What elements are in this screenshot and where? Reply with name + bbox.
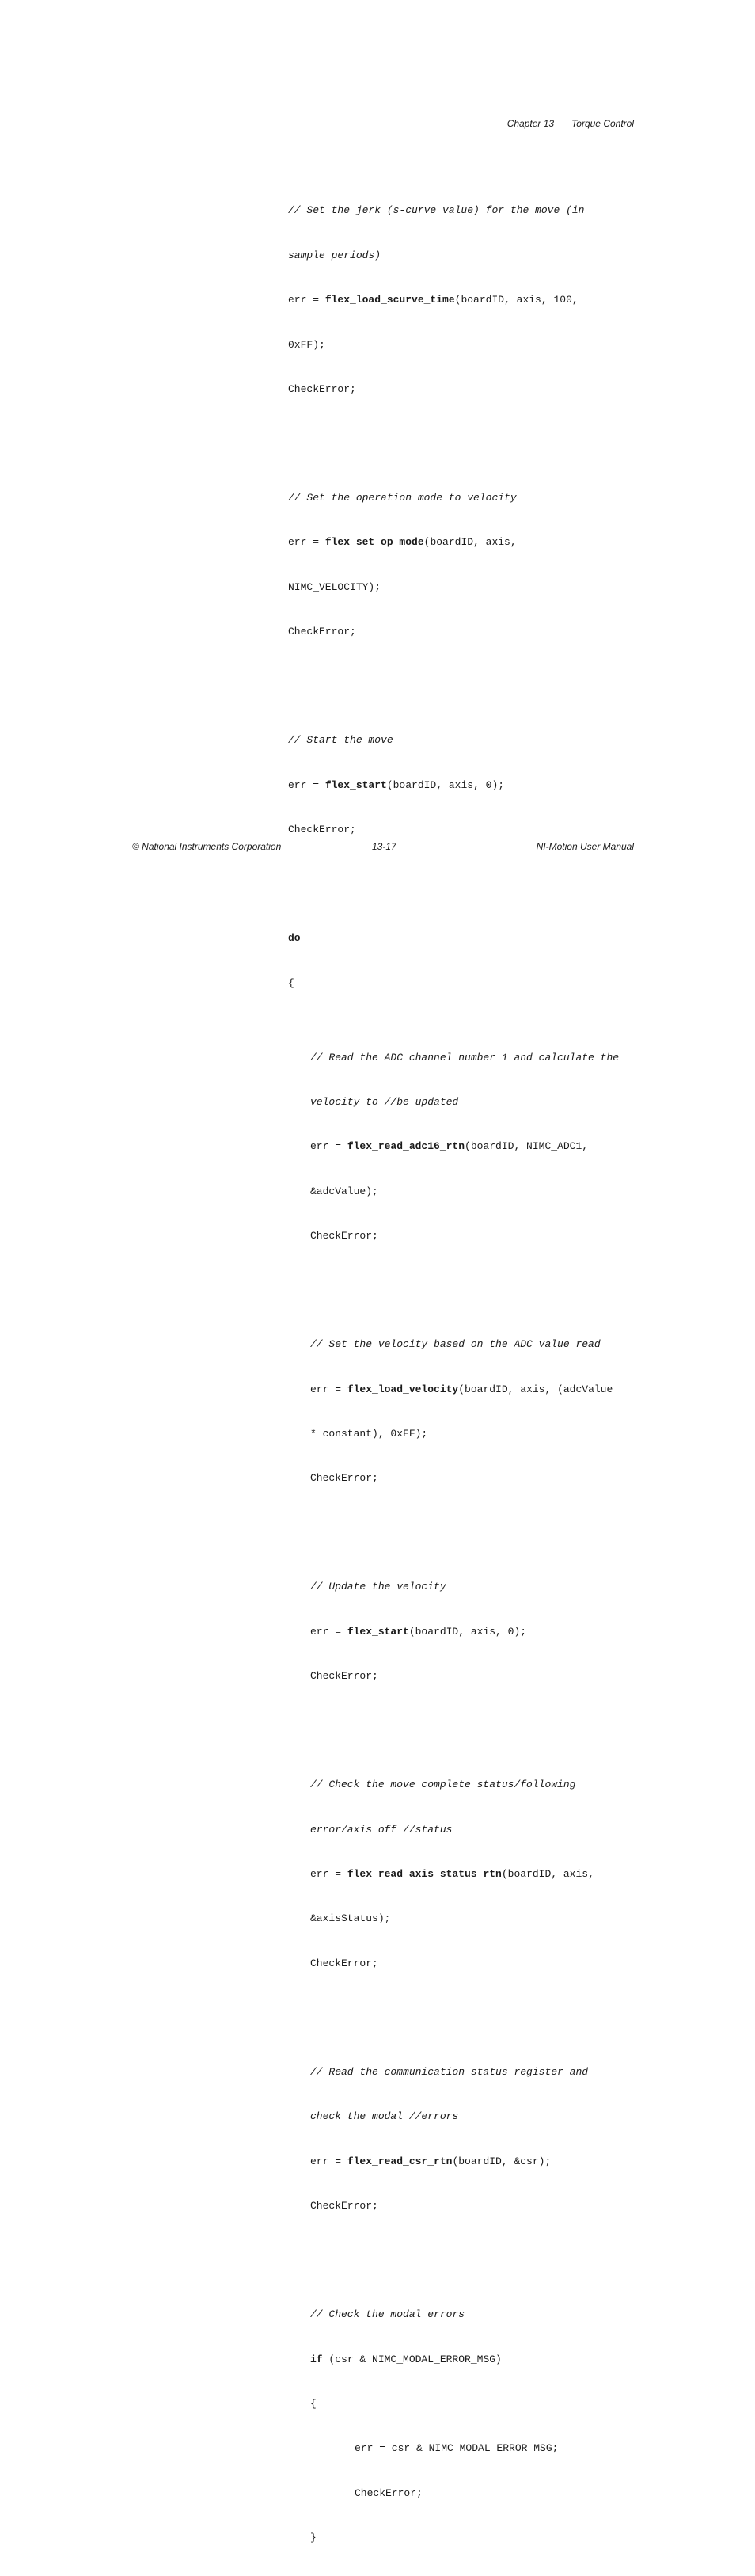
page-number: 13-17 xyxy=(372,841,396,852)
footer-manual-title: NI-Motion User Manual xyxy=(536,841,634,852)
code-line xyxy=(288,535,636,550)
code-line: CheckError; xyxy=(310,1957,378,1969)
code-text: (boardID, axis, 0); xyxy=(386,778,505,791)
code-comment: // Check the modal errors xyxy=(310,2308,465,2321)
code-comment: sample periods) xyxy=(288,249,381,261)
running-header xyxy=(507,118,634,129)
function-name: flex_load_scurve_time xyxy=(324,294,455,306)
code-listing xyxy=(288,159,636,2576)
code-text: err = xyxy=(310,1868,347,1881)
code-line xyxy=(288,778,636,793)
code-line xyxy=(288,1867,636,1882)
code-text: err = xyxy=(310,1140,347,1153)
page-footer xyxy=(132,841,634,854)
code-text: err = xyxy=(310,2155,347,2167)
code-text: err = xyxy=(288,778,325,791)
code-comment: velocity to //be updated xyxy=(310,1095,459,1108)
function-name: flex_start xyxy=(347,1625,409,1638)
code-line xyxy=(288,1383,636,1398)
code-line xyxy=(288,1140,636,1155)
if-keyword: if xyxy=(310,2353,323,2365)
do-keyword: do xyxy=(288,932,301,945)
code-line xyxy=(288,2353,636,2368)
code-text: (boardID, &csr); xyxy=(452,2155,552,2167)
code-line xyxy=(288,2155,636,2170)
code-text: (boardID, axis, xyxy=(423,536,517,549)
code-text: err = xyxy=(288,294,325,306)
code-comment: // Set the jerk (s-curve value) for the move (in xyxy=(288,204,585,217)
code-line xyxy=(288,1625,636,1640)
code-comment: error/axis off //status xyxy=(310,1823,453,1836)
function-name: flex_load_velocity xyxy=(347,1383,459,1395)
function-name: flex_read_axis_status_rtn xyxy=(347,1868,502,1881)
section-title: Torque Control xyxy=(571,118,634,129)
code-text: (boardID, axis, 100, xyxy=(454,294,579,306)
code-comment: // Read the communication status register and xyxy=(310,2065,589,2078)
code-comment: // Read the ADC channel number 1 and calculate the xyxy=(310,1051,620,1064)
code-text: (boardID, axis, xyxy=(501,1868,594,1881)
code-comment: // Set the velocity based on the ADC value read xyxy=(310,1338,601,1351)
code-line: * constant), 0xFF); xyxy=(310,1427,428,1440)
footer-copyright: © National Instruments Corporation xyxy=(132,841,282,852)
function-name: flex_read_csr_rtn xyxy=(347,2155,453,2167)
code-line: &adcValue); xyxy=(310,1185,378,1197)
code-line: CheckError; xyxy=(288,824,356,836)
function-name: flex_start xyxy=(324,778,387,791)
open-brace: { xyxy=(288,976,294,989)
code-text: (boardID, NIMC_ADC1, xyxy=(465,1140,589,1153)
code-comment: // Start the move xyxy=(288,734,393,747)
code-line: err = csr & NIMC_MODAL_ERROR_MSG; xyxy=(355,2442,559,2455)
code-line: CheckError; xyxy=(288,626,356,638)
code-line: &axisStatus); xyxy=(310,1912,391,1925)
function-name: flex_set_op_mode xyxy=(324,536,424,549)
code-line: CheckError; xyxy=(310,1230,378,1242)
code-comment: // Update the velocity xyxy=(310,1581,446,1593)
code-text: err = xyxy=(310,1383,347,1395)
code-line: CheckError; xyxy=(310,1472,378,1485)
code-text: (boardID, axis, 0); xyxy=(408,1625,527,1638)
code-text: err = xyxy=(310,1625,347,1638)
code-text: (boardID, axis, (adcValue xyxy=(458,1383,613,1395)
code-comment: check the modal //errors xyxy=(310,2110,459,2123)
chapter-label: Chapter 13 xyxy=(506,118,555,129)
function-name: flex_read_adc16_rtn xyxy=(347,1140,465,1153)
code-text: (csr & NIMC_MODAL_ERROR_MSG) xyxy=(322,2353,502,2365)
code-text: err = xyxy=(288,536,325,549)
code-line xyxy=(288,293,636,308)
code-comment: // Set the operation mode to velocity xyxy=(288,492,517,504)
code-line: 0xFF); xyxy=(288,338,325,351)
close-brace: } xyxy=(310,2532,317,2544)
code-line: CheckError; xyxy=(288,382,356,395)
code-line: CheckError; xyxy=(355,2487,423,2499)
open-brace: { xyxy=(310,2397,317,2410)
code-line: NIMC_VELOCITY); xyxy=(288,580,381,593)
code-comment: // Check the move complete status/following xyxy=(310,1779,576,1791)
code-line: CheckError; xyxy=(310,1670,378,1683)
code-line: CheckError; xyxy=(310,2200,378,2213)
